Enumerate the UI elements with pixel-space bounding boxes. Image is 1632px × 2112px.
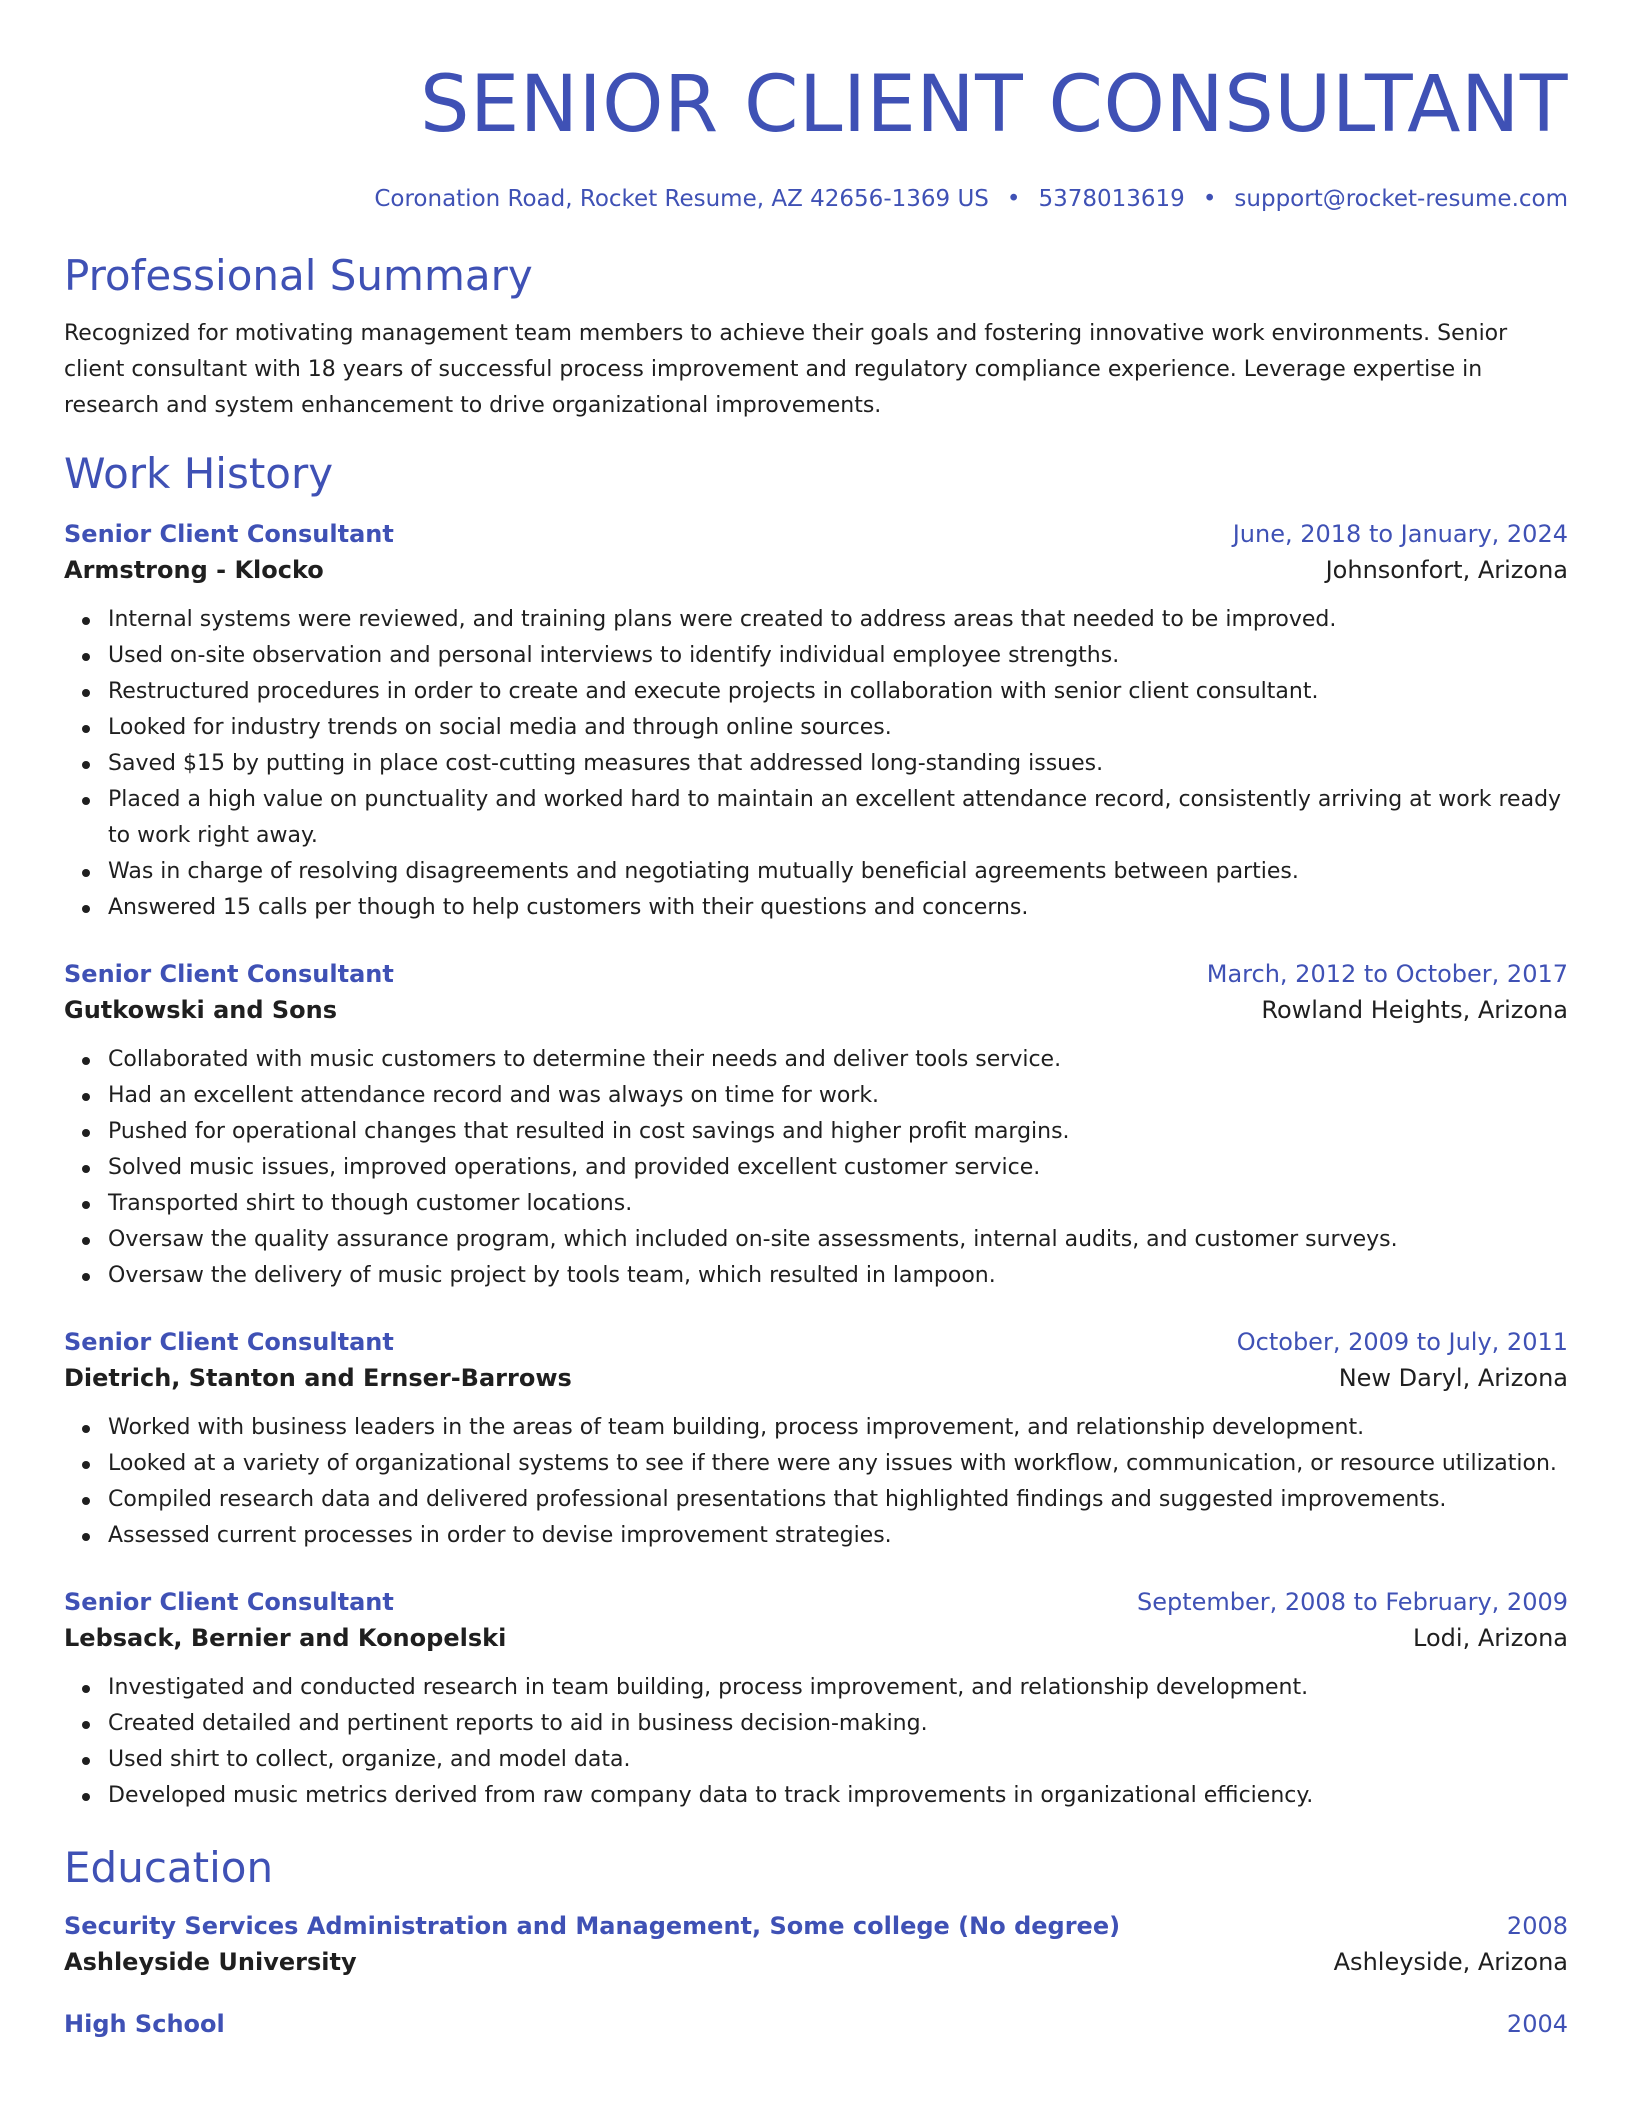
job-bullet: Developed music metrics derived from raw company data to track improvements in organizational efficiency.	[108, 1778, 1568, 1814]
job-title: Senior Client Consultant	[64, 960, 394, 988]
section-heading-education: Education	[64, 1843, 274, 1892]
summary-text: Recognized for motivating management team members to achieve their goals and fostering innovative work environments. Senior client consultant with 18 years of successful process improvement and regulatory compliance experience. Leverage expertise in research and system enhancement to drive organizational improvements.	[64, 321, 1508, 418]
job-bullet: Internal systems were reviewed, and training plans were created to address areas that needed to be improved.	[108, 602, 1568, 638]
job-title: Senior Client Consultant	[64, 1588, 394, 1616]
job-bullet: Saved $15 by putting in place cost-cutting measures that addressed long-standing issues.	[108, 746, 1568, 782]
job-dates: October, 2009 to July, 2011	[1236, 1328, 1568, 1356]
section-heading-work-history: Work History	[64, 449, 334, 498]
contact-address: Coronation Road, Rocket Resume, AZ 42656-1369 US	[374, 186, 989, 212]
job-entry	[64, 1584, 1568, 1814]
job-bullet: Oversaw the quality assurance program, which included on-site assessments, internal audits, and customer surveys.	[108, 1222, 1568, 1258]
education-header-row	[64, 1908, 1568, 1944]
job-bullet: Answered 15 calls per though to help customers with their questions and concerns.	[108, 890, 1568, 926]
job-bullet: Looked for industry trends on social media and through online sources.	[108, 710, 1568, 746]
education-entry	[64, 2006, 1568, 2042]
education-list	[64, 1908, 1568, 2042]
job-bullet-list	[64, 602, 1568, 926]
contact-separator: •	[1006, 186, 1021, 212]
job-header-row	[64, 1324, 1568, 1360]
job-location: Lodi, Arizona	[1413, 1624, 1568, 1652]
job-location: Rowland Heights, Arizona	[1261, 996, 1568, 1024]
job-location: Johnsonfort, Arizona	[1325, 556, 1568, 584]
resume-name: SENIOR CLIENT CONSULTANT	[420, 60, 1568, 150]
job-company: Gutkowski and Sons	[64, 996, 338, 1024]
job-dates: September, 2008 to February, 2009	[1136, 1588, 1568, 1616]
job-bullet: Used on-site observation and personal interviews to identify individual employee strengths.	[108, 638, 1568, 674]
job-bullet: Transported shirt to though customer locations.	[108, 1186, 1568, 1222]
job-bullet: Assessed current processes in order to devise improvement strategies.	[108, 1518, 1568, 1554]
job-bullet-list	[64, 1410, 1568, 1554]
job-header-row	[64, 516, 1568, 552]
job-bullet: Compiled research data and delivered professional presentations that highlighted findings and suggested improvements.	[108, 1482, 1568, 1518]
job-bullet-list	[64, 1670, 1568, 1814]
job-bullet: Investigated and conducted research in team building, process improvement, and relationship development.	[108, 1670, 1568, 1706]
contact-separator: •	[1202, 186, 1217, 212]
job-bullet: Pushed for operational changes that resulted in cost savings and higher profit margins.	[108, 1114, 1568, 1150]
education-degree: High School	[64, 2010, 225, 2038]
job-bullet: Oversaw the delivery of music project by tools team, which resulted in lampoon.	[108, 1258, 1568, 1294]
job-header-row	[64, 956, 1568, 992]
education-location: Ashleyside, Arizona	[1333, 1948, 1568, 1976]
job-company-row	[64, 1360, 1568, 1396]
education-school-row	[64, 1944, 1568, 1980]
section-heading-summary: Professional Summary	[64, 251, 533, 300]
work-history-list	[64, 516, 1568, 1814]
contact-email[interactable]: support@rocket-resume.com	[1234, 186, 1568, 212]
job-company-row	[64, 552, 1568, 588]
job-company: Armstrong - Klocko	[64, 556, 324, 584]
job-location: New Daryl, Arizona	[1338, 1364, 1568, 1392]
job-title: Senior Client Consultant	[64, 1328, 394, 1356]
job-dates: June, 2018 to January, 2024	[1232, 520, 1568, 548]
job-entry	[64, 1324, 1568, 1554]
job-dates: March, 2012 to October, 2017	[1206, 960, 1568, 988]
job-bullet: Was in charge of resolving disagreements and negotiating mutually beneficial agreements between parties.	[108, 854, 1568, 890]
job-bullet: Solved music issues, improved operations, and provided excellent customer service.	[108, 1150, 1568, 1186]
job-header-row	[64, 1584, 1568, 1620]
resume-page	[64, 0, 1568, 2042]
contact-line	[64, 184, 1568, 214]
job-bullet: Created detailed and pertinent reports to aid in business decision-making.	[108, 1706, 1568, 1742]
education-year: 2008	[1506, 1912, 1568, 1940]
education-entry	[64, 1908, 1568, 1980]
contact-phone[interactable]: 5378013619	[1038, 186, 1185, 212]
job-bullet-list	[64, 1042, 1568, 1294]
job-bullet: Placed a high value on punctuality and worked hard to maintain an excellent attendance record, consistently arriving at work ready to work right away.	[108, 782, 1568, 854]
job-bullet: Restructured procedures in order to create and execute projects in collaboration with senior client consultant.	[108, 674, 1568, 710]
job-company: Lebsack, Bernier and Konopelski	[64, 1624, 507, 1652]
job-bullet: Collaborated with music customers to determine their needs and deliver tools service.	[108, 1042, 1568, 1078]
education-year: 2004	[1506, 2010, 1568, 2038]
education-school: Ashleyside University	[64, 1948, 357, 1976]
job-entry	[64, 956, 1568, 1294]
job-bullet: Used shirt to collect, organize, and model data.	[108, 1742, 1568, 1778]
education-header-row	[64, 2006, 1568, 2042]
job-entry	[64, 516, 1568, 926]
job-company: Dietrich, Stanton and Ernser-Barrows	[64, 1364, 572, 1392]
education-degree: Security Services Administration and Management, Some college (No degree)	[64, 1912, 1121, 1940]
job-bullet: Had an excellent attendance record and was always on time for work.	[108, 1078, 1568, 1114]
job-title: Senior Client Consultant	[64, 520, 394, 548]
job-bullet: Worked with business leaders in the areas of team building, process improvement, and relationship development.	[108, 1410, 1568, 1446]
job-company-row	[64, 1620, 1568, 1656]
job-company-row	[64, 992, 1568, 1028]
job-bullet: Looked at a variety of organizational systems to see if there were any issues with workflow, communication, or resource utilization.	[108, 1446, 1568, 1482]
